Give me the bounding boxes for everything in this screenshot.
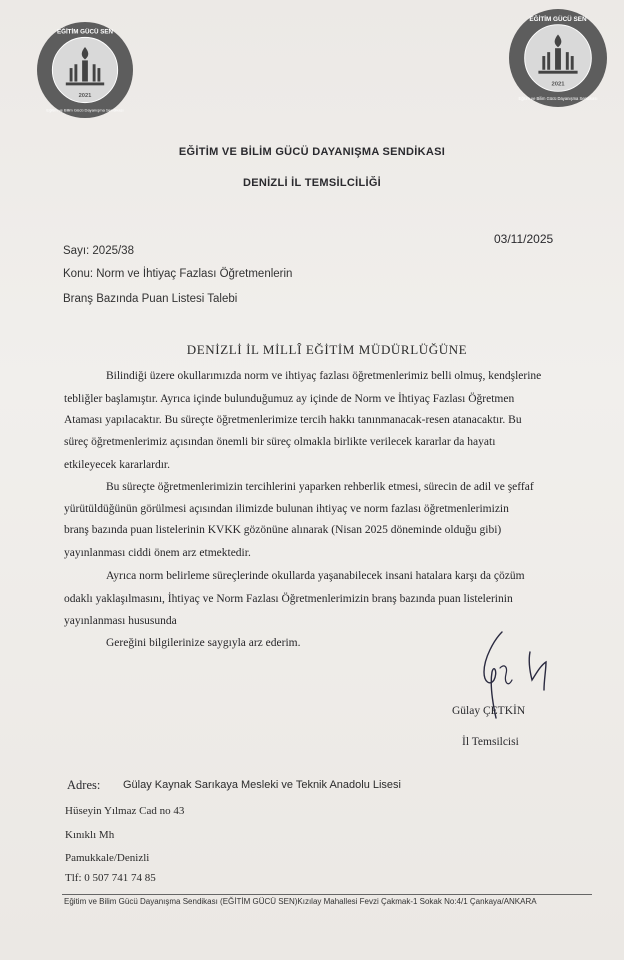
- body-line: odaklı yaklaşılmasını, İhtiyaç ve Norm Fazlası Öğretmenlerimizin branş bazında puan listelerinin: [64, 593, 513, 605]
- svg-text:Eğitim ve Bilim Gücü Dayanışma: Eğitim ve Bilim Gücü Dayanışma Sendikası: [518, 96, 598, 102]
- body-line: Ataması yapılacaktır. Bu süreçte öğretmenlerimize tercih hakkı tanınmanacak-resen atanacaktır. Bu: [64, 414, 522, 426]
- letter-number: Sayı: 2025/38: [63, 245, 134, 257]
- seal-emblem-icon: [509, 9, 607, 107]
- body-line: yürütüldüğünün görülmesi açısından ilimizde bulunan ihtiyaç ve norm fazlası öğretmenlerimizin: [64, 503, 509, 515]
- address-street: Hüseyin Yılmaz Cad no 43: [65, 805, 185, 817]
- letter-date: 03/11/2025: [494, 232, 554, 246]
- svg-text:2021: 2021: [551, 81, 565, 88]
- subject-line-2: Branş Bazında Puan Listesi Talebi: [63, 293, 238, 305]
- body-line: Ayrıca norm belirleme süreçlerinde okullarda yaşanabilecek insani hatalara karşı da çözüm: [106, 570, 525, 582]
- signatory-name: Gülay ÇETKİN: [452, 705, 526, 717]
- subject-line-1: Konu: Norm ve İhtiyaç Fazlası Öğretmenlerin: [63, 268, 293, 280]
- organization-name: EĞİTİM VE BİLİM GÜCÜ DAYANIŞMA SENDİKASI: [178, 146, 446, 158]
- svg-text:EĞİTİM GÜCÜ SEN: EĞİTİM GÜCÜ SEN: [529, 15, 587, 23]
- body-line: yayınlanması hususunda: [64, 615, 177, 627]
- svg-text:EĞİTİM GÜCÜ SEN: EĞİTİM GÜCÜ SEN: [56, 28, 114, 36]
- footer-divider: [62, 894, 592, 895]
- union-seal-left: [37, 22, 133, 118]
- body-line: Bu süreçte öğretmenlerimizin tercihlerini yaparken rehberlik etmesi, sürecin de adil ve şeffaf: [106, 481, 534, 493]
- body-line: tebliğler başlamıştır. Ayrıca içinde bulunduğumuz ay içinde de Norm ve İhtiyaç Fazlası Öğretmen: [64, 393, 515, 405]
- address-label: Adres:: [67, 778, 101, 792]
- footer-address: Eğitim ve Bilim Gücü Dayanışma Sendikası (EĞİTİM GÜCÜ SEN)Kızılay Mahallesi Fevzi Çakmak-1 Sokak No:4/1 Çankaya/ANKARA: [64, 897, 537, 906]
- address-district: Kınıklı Mh: [65, 829, 115, 841]
- signatory-title: İl Temsilcisi: [462, 736, 519, 748]
- body-line: branş bazında puan listelerinin KVKK gözönüne alınarak (Nisan 2025 döneminde olduğu gibi): [64, 524, 502, 536]
- body-line: Gereğini bilgilerinize saygıyla arz ederim.: [106, 637, 301, 649]
- address-city: Pamukkale/Denizli: [65, 852, 150, 864]
- seal-emblem-icon: [37, 22, 133, 118]
- svg-text:2021: 2021: [78, 92, 92, 99]
- body-line: süreç öğretmenlerimiz açısından önemli bir süreç olmakla birlikte verilecek kararlar da hayatı: [64, 436, 496, 448]
- body-line: yayınlanması ciddi önem arz etmektedir.: [64, 547, 251, 559]
- recipient-heading: DENİZLİ İL MİLLÎ EĞİTİM MÜDÜRLÜĞÜNE: [186, 342, 468, 357]
- svg-text:Eğitim ve Bilim Gücü Dayanışma: Eğitim ve Bilim Gücü Dayanışma Sendikası: [46, 107, 124, 113]
- address-phone: Tlf: 0 507 741 74 85: [65, 872, 156, 884]
- body-line: Bilindiği üzere okullarımızda norm ve ihtiyaç fazlası öğretmenlerimiz belli olmuş, kendşlerine: [106, 370, 542, 382]
- address-school: Gülay Kaynak Sarıkaya Mesleki ve Teknik Anadolu Lisesi: [123, 779, 401, 791]
- body-line: etkileyecek kararlardır.: [64, 459, 170, 471]
- union-seal-right: [509, 9, 607, 107]
- branch-name: DENİZLİ İL TEMSİLCİLİĞİ: [242, 177, 382, 189]
